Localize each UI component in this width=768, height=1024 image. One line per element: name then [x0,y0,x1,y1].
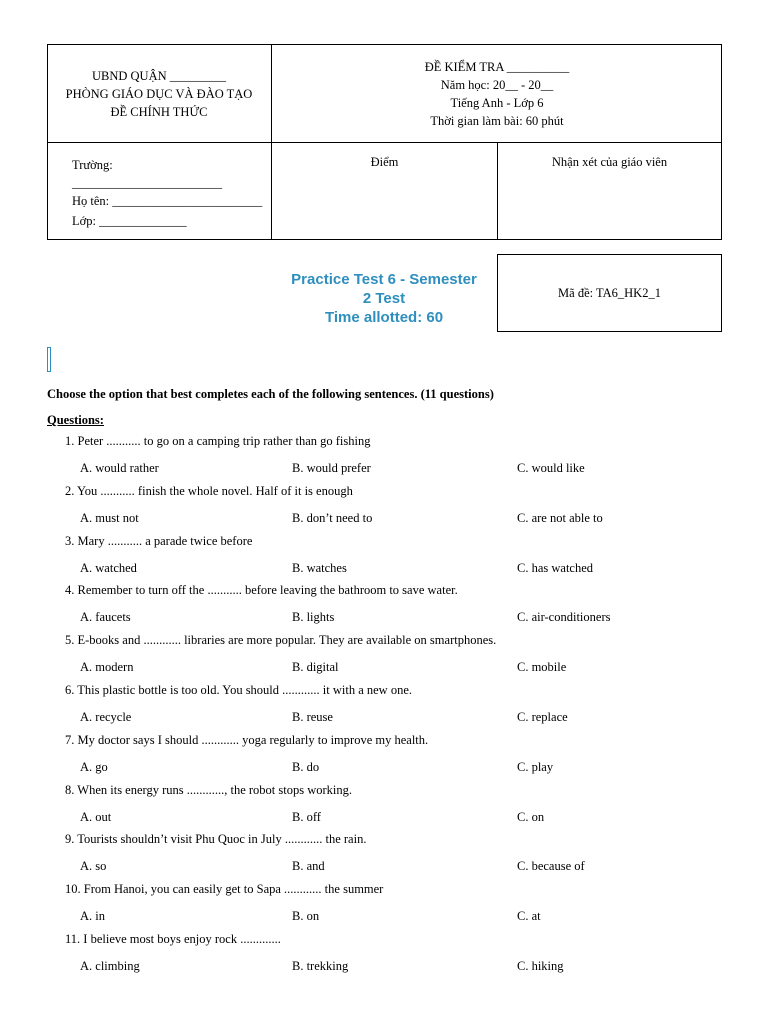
option-c: C. hiking [517,958,564,973]
option-a: A. so [80,859,107,874]
question-7 [0,733,768,783]
option-b: B. and [292,859,325,874]
exam-title-line: ĐỀ KIỂM TRA __________ [424,60,570,74]
option-a: A. must not [80,510,139,525]
question-8 [0,783,768,833]
school-field: Trường: [72,158,113,172]
question-4 [0,583,768,633]
option-b: B. would prefer [292,461,371,475]
option-b: B. digital [292,660,339,675]
option-b: B. reuse [292,709,333,724]
question-5 [0,633,768,683]
question-2 [0,484,768,534]
question-10 [0,882,768,932]
option-c: C. play [517,759,554,774]
official-line: ĐỀ CHÍNH THỨC [110,105,208,119]
option-a: A. faucets [80,610,131,625]
school-blank: ________________________ [72,176,222,190]
test-title [272,270,496,327]
title-line-1: Practice Test 6 - Semester [291,271,477,288]
question-6 [0,683,768,733]
duration-line: Thời gian làm bài: 60 phút [430,114,564,128]
question-stem: 1. Peter ........... to go on a camping trip rather than go fishing [65,434,371,448]
option-b: B. on [292,909,320,924]
option-c: C. would like [517,461,585,475]
question-9 [0,832,768,882]
teacher-comment-label: Nhận xét của giáo viên [551,155,668,169]
option-a: A. modern [80,660,134,675]
option-c: C. has watched [517,560,594,575]
exam-code: Mã đề: TA6_HK2_1 [558,285,661,300]
question-stem: 6. This plastic bottle is too old. You should ............ it with a new one. [65,682,412,697]
option-b: B. don’t need to [292,510,373,525]
option-c: C. on [517,809,545,824]
option-c: C. at [517,909,541,924]
option-b: B. trekking [292,958,349,973]
option-c: C. mobile [517,660,567,675]
subject-line: Tiếng Anh - Lớp 6 [450,96,544,110]
option-b: B. lights [292,610,335,625]
question-stem: 9. Tourists shouldn’t visit Phu Quoc in July ............ the rain. [65,832,367,847]
name-field: Họ tên: ________________________ [72,194,263,208]
exam-info-block [272,58,722,130]
question-stem: 4. Remember to turn off the ........... before leaving the bathroom to save water. [65,583,458,598]
title-line-3: Time allotted: 60 [324,309,444,326]
option-c: C. replace [517,709,568,724]
option-a: A. go [80,759,108,774]
question-3 [0,534,768,584]
question-11 [0,932,768,982]
class-field: Lớp: ______________ [72,214,187,228]
text-cursor-marker [47,347,51,372]
question-stem: 11. I believe most boys enjoy rock ............. [65,931,281,946]
exam-code-box [497,254,722,332]
question-stem: 10. From Hanoi, you can easily get to Sapa ............ the summer [65,882,384,897]
department-block [47,67,271,121]
question-stem: 8. When its energy runs ............, the robot stops working. [65,782,353,797]
district-line: UBND QUẬN _________ [91,69,227,83]
school-year-line: Năm học: 20__ - 20__ [440,78,554,92]
option-c: C. because of [517,859,585,874]
question-list [0,434,768,982]
option-a: A. out [80,809,112,824]
student-info-block [72,155,267,231]
option-a: A. in [80,909,105,924]
title-line-2: 2 Test [362,290,406,307]
option-a: A. recycle [80,709,132,724]
instruction: Choose the option that best completes each of the following sentences. (11 questions) [47,387,494,401]
question-stem: 7. My doctor says I should ............ yoga regularly to improve my health. [65,732,429,747]
department-line: PHÒNG GIÁO DỤC VÀ ĐÀO TẠO [65,87,253,101]
question-stem: 2. You ........... finish the whole novel. Half of it is enough [65,483,353,498]
question-1 [0,434,768,484]
option-b: B. off [292,809,321,824]
option-c: C. air-conditioners [517,610,611,625]
option-b: B. watches [292,560,347,575]
option-a: A. climbing [80,958,140,973]
question-stem: 5. E-books and ............ libraries are more popular. They are available on smartphones. [65,633,497,648]
option-a: A. would rather [80,461,159,475]
option-c: C. are not able to [517,510,603,525]
questions-label: Questions: [47,413,104,427]
score-label: Điểm [370,155,399,169]
question-stem: 3. Mary ........... a parade twice before [65,533,253,548]
option-a: A. watched [80,560,137,575]
option-b: B. do [292,759,320,774]
header-divider-horizontal [47,142,722,143]
